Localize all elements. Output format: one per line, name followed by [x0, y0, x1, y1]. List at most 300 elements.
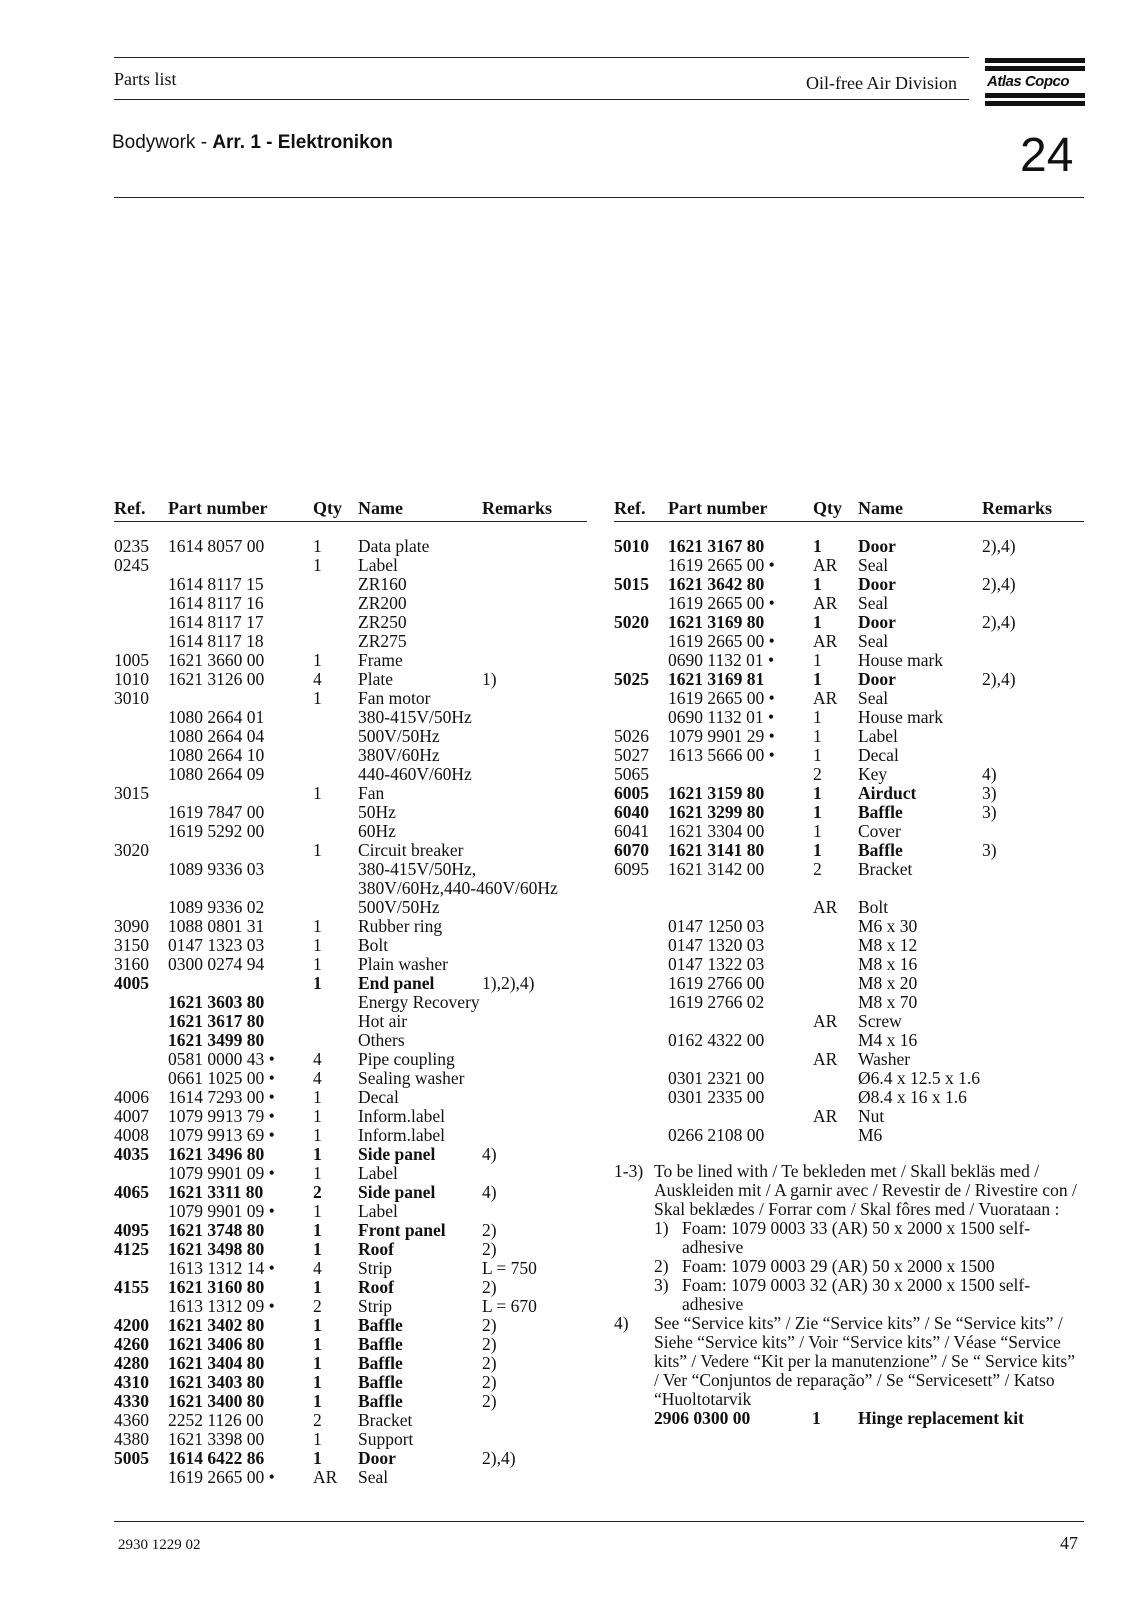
part-name: Label	[858, 726, 898, 746]
part-name: Fan	[358, 783, 385, 803]
qty: 2	[813, 764, 822, 784]
table-row	[114, 898, 587, 917]
ref: 3015	[114, 783, 149, 803]
table-row	[114, 1012, 587, 1031]
col-qty-left: Qty	[313, 498, 342, 518]
qty: 4	[313, 669, 322, 689]
remarks: L = 750	[482, 1258, 537, 1278]
table-row	[614, 708, 1084, 727]
part-name: Energy Recovery	[358, 992, 480, 1012]
table-row	[114, 936, 587, 955]
part-number: 0301 2335 00	[668, 1087, 765, 1107]
part-number: 1621 3496 80	[168, 1144, 265, 1164]
part-name: Baffle	[358, 1391, 403, 1411]
title-bold: Arr. 1 - Elektronikon	[212, 132, 393, 153]
qty: AR	[813, 1106, 838, 1126]
qty: 1	[313, 1239, 322, 1259]
remarks: 2),4)	[982, 574, 1016, 594]
table-row	[114, 1373, 587, 1392]
table-row	[114, 1240, 587, 1259]
qty: 1	[313, 935, 322, 955]
table-row	[114, 860, 587, 879]
table-row	[614, 784, 1084, 803]
part-number: 1614 8117 16	[168, 593, 264, 613]
qty: 1	[813, 745, 822, 765]
header-top-rule	[114, 57, 969, 58]
part-number: 1621 3499 80	[168, 1030, 265, 1050]
table-row	[114, 575, 587, 594]
part-name: End panel	[358, 973, 435, 993]
part-number: 0147 1323 03	[168, 935, 265, 955]
part-name: Bolt	[358, 935, 389, 955]
qty: 4	[313, 1258, 322, 1278]
part-number: 1621 3169 81	[668, 669, 765, 689]
remarks: 2)	[482, 1372, 497, 1392]
part-number: 1080 2664 09	[168, 764, 265, 784]
table-row	[614, 841, 1084, 860]
part-name: 440-460V/60Hz	[358, 764, 472, 784]
table-row	[114, 1335, 587, 1354]
part-number: 1621 3400 80	[168, 1391, 265, 1411]
table-row	[614, 765, 1084, 784]
remarks: 1),2),4)	[482, 973, 535, 993]
qty: 1	[313, 1372, 322, 1392]
part-name: Fan motor	[358, 688, 431, 708]
part-name: House mark	[858, 650, 944, 670]
remarks: L = 670	[482, 1296, 537, 1316]
col-name-left: Name	[358, 498, 403, 518]
part-name: Frame	[358, 650, 403, 670]
col-part-right: Part number	[668, 498, 768, 518]
part-name: Cover	[858, 821, 901, 841]
part-name: Seal	[858, 688, 889, 708]
table-row	[114, 1183, 587, 1202]
table-row	[114, 1221, 587, 1240]
qty: 1	[813, 669, 822, 689]
qty: 1	[313, 650, 322, 670]
table-row	[114, 670, 587, 689]
table-row	[114, 1354, 587, 1373]
remarks-notes	[614, 1162, 1084, 1428]
ref: 5027	[614, 745, 649, 765]
part-name: ZR275	[358, 631, 407, 651]
table-row	[114, 689, 587, 708]
ref: 0235	[114, 536, 149, 556]
ref: 6005	[614, 783, 649, 803]
table-row	[114, 974, 587, 993]
table-row	[614, 803, 1084, 822]
qty: 1	[313, 1125, 322, 1145]
table-row	[114, 841, 587, 860]
table-row	[114, 955, 587, 974]
part-name: 50Hz	[358, 802, 396, 822]
table-row	[114, 1259, 587, 1278]
logo-text: Atlas Copco	[987, 73, 1070, 90]
ref: 3010	[114, 688, 149, 708]
part-number: 1621 3402 80	[168, 1315, 265, 1335]
ref: 4360	[114, 1410, 149, 1430]
part-number: 1613 1312 14 •	[168, 1258, 275, 1278]
part-number: 1613 5666 00 •	[668, 745, 775, 765]
note-sub-3-key: 3)	[654, 1275, 669, 1295]
remarks: 2)	[482, 1239, 497, 1259]
part-number: 1621 3311 80	[168, 1182, 264, 1202]
table-row	[114, 1278, 587, 1297]
qty: 1	[313, 916, 322, 936]
remarks: 4)	[982, 764, 997, 784]
qty: 1	[313, 1144, 322, 1164]
table-row	[614, 670, 1084, 689]
remarks: 2),4)	[982, 612, 1016, 632]
part-name: Baffle	[358, 1353, 403, 1373]
table-row	[114, 1107, 587, 1126]
col-name-right: Name	[858, 498, 903, 518]
part-name: Seal	[858, 593, 889, 613]
table-row	[114, 1126, 587, 1145]
page-title	[112, 132, 393, 154]
part-name: 380-415V/50Hz,	[358, 859, 477, 879]
ref: 5005	[114, 1448, 149, 1468]
ref: 6040	[614, 802, 649, 822]
remarks: 3)	[982, 783, 997, 803]
table-row	[114, 1145, 587, 1164]
table-row	[614, 727, 1084, 746]
note-sub-3-text: Foam: 1079 0003 32 (AR) 30 x 2000 x 1500 self-adhesive	[682, 1275, 1031, 1314]
part-number: 1621 3404 80	[168, 1353, 265, 1373]
part-name: Front panel	[358, 1220, 446, 1240]
part-name: Seal	[858, 555, 889, 575]
part-number: 1614 6422 86	[168, 1448, 265, 1468]
qty: 1	[313, 1277, 322, 1297]
part-number: 1621 3126 00	[168, 669, 265, 689]
table-row	[614, 1050, 1084, 1069]
remarks: 4)	[482, 1182, 497, 1202]
qty: 4	[313, 1068, 322, 1088]
hinge-kit-row	[614, 1409, 1084, 1428]
part-number: 1621 3603 80	[168, 992, 265, 1012]
note-4	[614, 1314, 1084, 1409]
table-row	[114, 1202, 587, 1221]
remarks: 3)	[982, 840, 997, 860]
part-name: Key	[858, 764, 888, 784]
part-name: 380V/60Hz	[358, 745, 440, 765]
table-row	[114, 1430, 587, 1449]
part-number: 1080 2664 10	[168, 745, 265, 765]
qty: 4	[313, 1049, 322, 1069]
table-row	[114, 1449, 587, 1468]
part-name: Roof	[358, 1239, 394, 1259]
ref: 4310	[114, 1372, 149, 1392]
part-number: 1079 9913 69 •	[168, 1125, 275, 1145]
part-name: Data plate	[358, 536, 430, 556]
table-row	[114, 1050, 587, 1069]
part-name: Support	[358, 1429, 414, 1449]
note-1-3-key: 1-3)	[614, 1161, 644, 1181]
part-name: Ø6.4 x 12.5 x 1.6	[858, 1068, 981, 1088]
qty: 1	[813, 612, 822, 632]
parts-table-right	[614, 537, 1084, 1145]
table-row	[614, 993, 1084, 1012]
table-row	[614, 651, 1084, 670]
part-name: Bracket	[358, 1410, 413, 1430]
qty: 1	[813, 840, 822, 860]
part-number: 1621 3398 00	[168, 1429, 265, 1449]
part-number: 1080 2664 04	[168, 726, 265, 746]
part-name: Strip	[358, 1258, 393, 1278]
part-name: Label	[358, 1201, 398, 1221]
part-number: 1614 7293 00 •	[168, 1087, 275, 1107]
part-name: ZR160	[358, 574, 407, 594]
part-name: M8 x 70	[858, 992, 918, 1012]
table-row	[614, 1107, 1084, 1126]
table-row	[614, 1069, 1084, 1088]
ref: 6041	[614, 821, 649, 841]
table-row	[614, 822, 1084, 841]
qty: 1	[313, 536, 322, 556]
division-label: Oil-free Air Division	[806, 73, 957, 93]
part-number: 0162 4322 00	[668, 1030, 765, 1050]
table-row	[614, 575, 1084, 594]
part-name: 380-415V/50Hz	[358, 707, 472, 727]
part-name: Door	[358, 1448, 396, 1468]
part-number: 1079 9901 09 •	[168, 1201, 275, 1221]
part-name: Baffle	[858, 840, 903, 860]
part-number: 1621 3142 00	[668, 859, 765, 879]
table-row	[114, 1031, 587, 1050]
qty: 1	[313, 1201, 322, 1221]
part-name: Nut	[858, 1106, 885, 1126]
table-row	[114, 803, 587, 822]
header-bottom-rule	[114, 99, 969, 100]
part-name: 380V/60Hz,440-460V/60Hz	[358, 878, 558, 898]
part-name: Label	[358, 555, 398, 575]
part-name: Bolt	[858, 897, 889, 917]
part-number: 1621 3299 80	[668, 802, 765, 822]
part-name: M8 x 16	[858, 954, 918, 974]
part-number: 0266 2108 00	[668, 1125, 765, 1145]
part-number: 1621 3617 80	[168, 1011, 265, 1031]
ref: 6095	[614, 859, 649, 879]
remarks: 2)	[482, 1220, 497, 1240]
ref: 4260	[114, 1334, 149, 1354]
part-name: Plain washer	[358, 954, 448, 974]
atlas-copco-logo	[985, 58, 1085, 106]
part-number: 1621 3160 80	[168, 1277, 265, 1297]
footer-rule	[114, 1521, 1084, 1522]
ref: 3150	[114, 935, 149, 955]
part-name: Inform.label	[358, 1106, 445, 1126]
part-number: 1614 8117 18	[168, 631, 264, 651]
ref: 4095	[114, 1220, 149, 1240]
part-name: Strip	[358, 1296, 393, 1316]
hinge-part-number: 2906 0300 00	[654, 1408, 751, 1428]
qty: 1	[313, 973, 322, 993]
part-number: 0661 1025 00 •	[168, 1068, 275, 1088]
part-name: M6 x 30	[858, 916, 918, 936]
table-row	[614, 1012, 1084, 1031]
part-number: 1619 2665 00 •	[668, 631, 775, 651]
ref: 4005	[114, 973, 149, 993]
part-name: 500V/50Hz	[358, 726, 440, 746]
ref: 4380	[114, 1429, 149, 1449]
part-number: 0301 2321 00	[668, 1068, 765, 1088]
remarks: 3)	[982, 802, 997, 822]
part-name: Baffle	[858, 802, 903, 822]
qty: 1	[313, 1163, 322, 1183]
part-name: Sealing washer	[358, 1068, 465, 1088]
ref: 6070	[614, 840, 649, 860]
part-name: Decal	[858, 745, 899, 765]
part-number: 1621 3304 00	[668, 821, 765, 841]
table-row	[114, 993, 587, 1012]
qty: 2	[313, 1182, 322, 1202]
col-remarks-right: Remarks	[982, 498, 1052, 518]
table-row	[114, 1468, 587, 1487]
table-row	[614, 746, 1084, 765]
table-row	[614, 632, 1084, 651]
ref: 5026	[614, 726, 649, 746]
part-number: 1079 9913 79 •	[168, 1106, 275, 1126]
part-name: Side panel	[358, 1144, 436, 1164]
part-number: 1621 3660 00	[168, 650, 265, 670]
col-ref-right: Ref.	[614, 498, 646, 518]
note-1-3-text: To be lined with / Te bekleden met / Skall bekläs med / Auskleiden mit / A garnir avec / Revestir de / Rivestire con / Skal beklædes / Forrar com / Skal fôres med / Vuorataan :	[654, 1161, 1077, 1219]
part-number: 1619 2665 00 •	[668, 688, 775, 708]
qty: 1	[313, 1106, 322, 1126]
document-number: 2930 1229 02	[118, 1537, 201, 1553]
qty: 1	[313, 783, 322, 803]
qty: AR	[313, 1467, 338, 1487]
qty: 1	[313, 1391, 322, 1411]
part-name: Rubber ring	[358, 916, 443, 936]
note-4-key: 4)	[614, 1313, 629, 1333]
qty: 1	[313, 840, 322, 860]
part-number: 1089 9336 02	[168, 897, 265, 917]
table-row	[114, 746, 587, 765]
part-number: 1621 3748 80	[168, 1220, 265, 1240]
part-name: Label	[358, 1163, 398, 1183]
part-number: 1621 3403 80	[168, 1372, 265, 1392]
qty: 1	[313, 1429, 322, 1449]
table-row	[614, 879, 1084, 898]
qty: 2	[313, 1410, 322, 1430]
table-row	[114, 613, 587, 632]
part-name: Door	[858, 574, 896, 594]
table-row	[114, 1069, 587, 1088]
part-name: 500V/50Hz	[358, 897, 440, 917]
ref: 4007	[114, 1106, 149, 1126]
table-row	[114, 1164, 587, 1183]
part-number: 1088 0801 31	[168, 916, 265, 936]
part-name: Seal	[858, 631, 889, 651]
part-name: ZR250	[358, 612, 407, 632]
part-name: Baffle	[358, 1315, 403, 1335]
table-row	[114, 1411, 587, 1430]
part-name: Ø8.4 x 16 x 1.6	[858, 1087, 967, 1107]
section-label: Parts list	[114, 69, 177, 89]
part-name: Door	[858, 612, 896, 632]
table-row	[114, 1088, 587, 1107]
part-number: 1621 3159 80	[668, 783, 765, 803]
part-name: Side panel	[358, 1182, 436, 1202]
qty: AR	[813, 555, 838, 575]
table-row	[614, 974, 1084, 993]
qty: 1	[313, 688, 322, 708]
right-header-rule	[614, 521, 1084, 522]
part-name: Bracket	[858, 859, 913, 879]
table-row	[114, 917, 587, 936]
qty: 1	[313, 555, 322, 575]
qty: 1	[813, 783, 822, 803]
part-number: 1619 2665 00 •	[668, 593, 775, 613]
part-name: 60Hz	[358, 821, 396, 841]
qty: 1	[813, 802, 822, 822]
part-name: Washer	[858, 1049, 911, 1069]
table-row	[614, 936, 1084, 955]
page-tab-number: 24	[1020, 129, 1074, 182]
part-number: 0147 1250 03	[668, 916, 765, 936]
part-number: 1613 1312 09 •	[168, 1296, 275, 1316]
hinge-qty: 1	[812, 1408, 821, 1428]
ref: 3090	[114, 916, 149, 936]
remarks: 2)	[482, 1277, 497, 1297]
part-number: 1619 2665 00 •	[168, 1467, 275, 1487]
qty: 2	[813, 859, 822, 879]
part-name: Roof	[358, 1277, 394, 1297]
note-sub-1-key: 1)	[654, 1218, 669, 1238]
ref: 5025	[614, 669, 649, 689]
part-name: M8 x 12	[858, 935, 918, 955]
part-number: 1621 3406 80	[168, 1334, 265, 1354]
ref: 4280	[114, 1353, 149, 1373]
table-row	[114, 727, 587, 746]
remarks: 2)	[482, 1334, 497, 1354]
part-number: 1619 7847 00	[168, 802, 265, 822]
note-1-3	[614, 1162, 1084, 1219]
qty: 1	[813, 536, 822, 556]
remarks: 2),4)	[982, 669, 1016, 689]
part-name: Hot air	[358, 1011, 408, 1031]
qty: 1	[313, 1448, 322, 1468]
ref: 1005	[114, 650, 149, 670]
parts-table-left	[114, 537, 587, 1487]
table-row	[614, 556, 1084, 575]
qty: 1	[313, 1315, 322, 1335]
table-row	[114, 784, 587, 803]
table-row	[614, 689, 1084, 708]
part-name: Seal	[358, 1467, 389, 1487]
part-number: 0690 1132 01 •	[668, 707, 775, 727]
qty: 1	[313, 1334, 322, 1354]
table-row	[614, 1088, 1084, 1107]
table-row	[114, 822, 587, 841]
part-name: Others	[358, 1030, 405, 1050]
ref: 4200	[114, 1315, 149, 1335]
part-name: House mark	[858, 707, 944, 727]
table-row	[614, 917, 1084, 936]
title-rule	[114, 197, 1084, 198]
ref: 4125	[114, 1239, 149, 1259]
note-sub-3	[614, 1276, 1084, 1314]
table-row	[614, 898, 1084, 917]
ref: 5010	[614, 536, 649, 556]
part-name: M6	[858, 1125, 883, 1145]
table-row	[614, 1031, 1084, 1050]
part-number: 1621 3141 80	[668, 840, 765, 860]
part-name: Screw	[858, 1011, 902, 1031]
part-number: 0690 1132 01 •	[668, 650, 775, 670]
ref: 5020	[614, 612, 649, 632]
